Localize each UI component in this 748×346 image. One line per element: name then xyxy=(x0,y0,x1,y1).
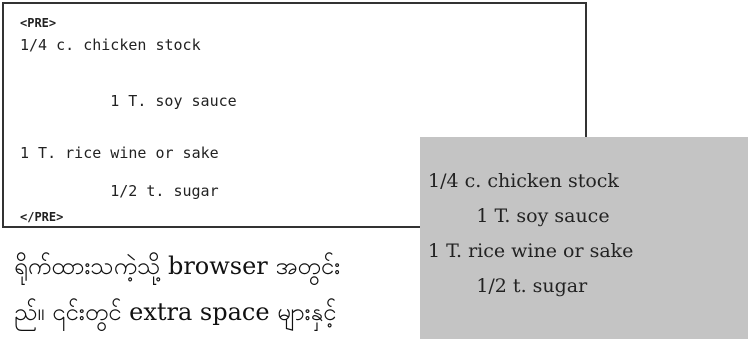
rendered-line-4: 1/2 t. sugar xyxy=(428,275,588,297)
caption-line-1: ရိုက်ထားသကဲ့သို့ browser အတွင်း xyxy=(14,252,341,280)
rendered-line-2: 1 T. soy sauce xyxy=(428,205,610,227)
rendered-output-box xyxy=(420,137,748,339)
rendered-line-1: 1/4 c. chicken stock xyxy=(428,170,619,192)
pre-close-tag: </PRE> xyxy=(20,210,64,224)
code-line-3: 1 T. rice wine or sake xyxy=(20,144,219,162)
pre-open-tag: <PRE> xyxy=(20,16,57,30)
rendered-line-3: 1 T. rice wine or sake xyxy=(428,240,634,262)
code-line-4: 1/2 t. sugar xyxy=(38,182,219,200)
code-line-1: 1/4 c. chicken stock xyxy=(20,36,201,54)
caption-line-2: ည်။ ၎င်းတွင် extra space များနှင့် xyxy=(14,298,337,326)
code-line-2: 1 T. soy sauce xyxy=(38,92,237,110)
